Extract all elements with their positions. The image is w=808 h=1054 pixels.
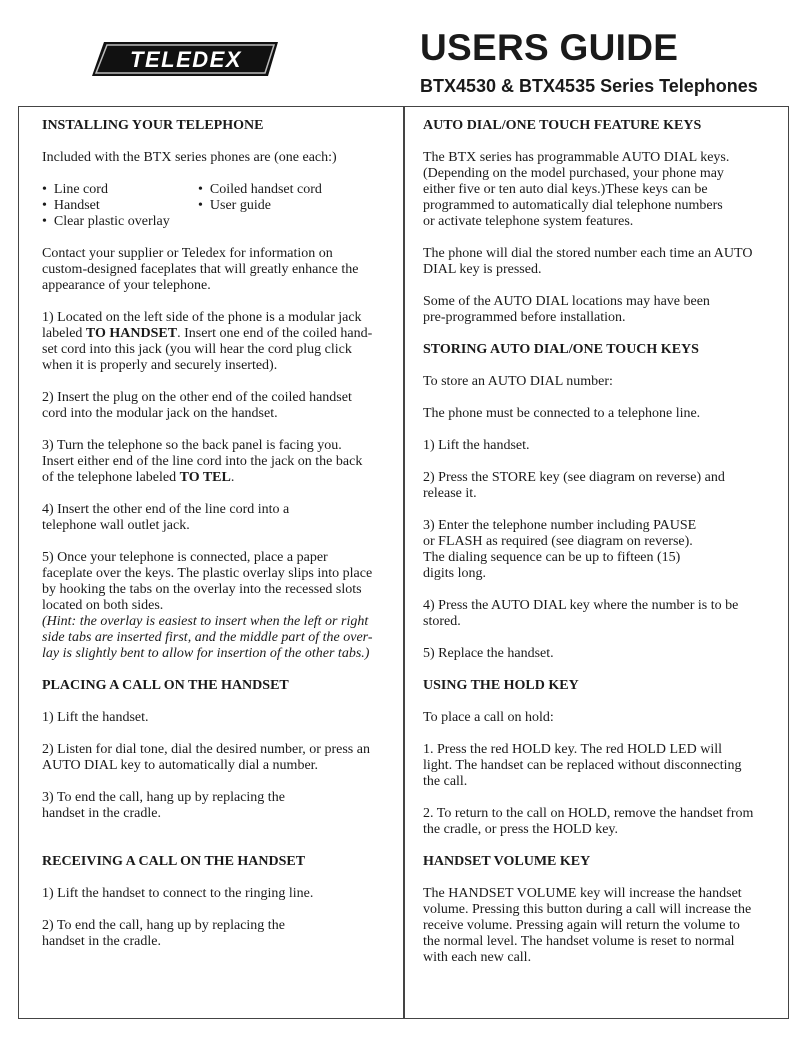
paragraph: Contact your supplier or Teledex for information on custom-designed faceplates that will greatly enhance the appearance of your telephone.: [42, 246, 359, 293]
step-paragraph: 4) Insert the other end of the line cord into a telephone wall outlet jack.: [42, 502, 290, 533]
list-item: • Line cord: [42, 182, 198, 198]
step-paragraph: 3) Turn the telephone so the back panel is facing you. Insert either end of the line cord into the jack on the back of the telephone labeled TO TEL.: [42, 438, 363, 485]
paragraph: To place a call on hold:: [423, 710, 554, 725]
section-heading: AUTO DIAL/ONE TOUCH FEATURE KEYS: [423, 118, 702, 133]
column-divider: [403, 106, 405, 1019]
paragraph: Included with the BTX series phones are (one each:): [42, 150, 337, 165]
teledex-logo: [90, 40, 282, 78]
step-paragraph: 3) Enter the telephone number including PAUSE or FLASH as required (see diagram on reverse). The dialing sequence can be up to fifteen (15) digits long.: [423, 518, 697, 581]
paragraph: The HANDSET VOLUME key will increase the handset volume. Pressing this button during a call will increase the receive volume. Pressing again will return the volume to the normal level. The handset volume is reset to normal with each new call.: [423, 886, 752, 965]
section-placing-call: [42, 678, 388, 822]
hint-note: (Hint: the overlay is easiest to insert when the left or right side tabs are inserted first, and the middle part of the over- lay is slightly bent to allow for insertion of the other tabs.): [42, 614, 373, 661]
step-paragraph: 2. To return to the call on HOLD, remove the handset from the cradle, or press the HOLD key.: [423, 806, 754, 837]
page-title: USERS GUIDE: [420, 27, 679, 68]
paragraph: The phone will dial the stored number each time an AUTO DIAL key is pressed.: [423, 246, 753, 277]
page-subtitle: BTX4530 & BTX4535 Series Telephones: [420, 76, 758, 96]
step-paragraph: 2) Insert the plug on the other end of the coiled handset cord into the modular jack on the handset.: [42, 390, 352, 421]
step-paragraph: 1) Located on the left side of the phone is a modular jack labeled TO HANDSET. Insert one end of the coiled hand- set cord into this jack (you will hear the cord plug click when it is properly and securely inserted).: [42, 310, 373, 373]
list-item: • Coiled handset cord: [198, 182, 388, 198]
step-paragraph: 5) Once your telephone is connected, place a paper faceplate over the keys. The plastic overlay slips into place by hooking the tabs on the overlay into the recessed slots located on both sides.: [42, 550, 373, 613]
section-heading: USING THE HOLD KEY: [423, 678, 579, 693]
section-receiving-call: [42, 854, 388, 950]
section-hold-key: [423, 678, 771, 838]
left-column: [42, 118, 388, 950]
included-items-list: [42, 182, 388, 230]
section-heading: PLACING A CALL ON THE HANDSET: [42, 678, 289, 693]
teledex-logo-badge: [90, 40, 282, 78]
paragraph: The BTX series has programmable AUTO DIAL keys. (Depending on the model purchased, your phone may either five or ten auto dial keys.)These keys can be programmed to automatically dial telephone numbers or activate telephone system features.: [423, 150, 730, 229]
right-column: [423, 118, 771, 966]
section-handset-volume: [423, 854, 771, 966]
step-paragraph: 5) Replace the handset.: [423, 646, 554, 661]
paragraph: To store an AUTO DIAL number:: [423, 374, 613, 389]
section-heading: STORING AUTO DIAL/ONE TOUCH KEYS: [423, 342, 699, 357]
step-paragraph: 1) Lift the handset.: [42, 710, 149, 725]
section-auto-dial: [423, 118, 771, 326]
step-paragraph: 4) Press the AUTO DIAL key where the number is to be stored.: [423, 598, 739, 629]
brand-name: TELEDEX: [130, 47, 242, 72]
step-paragraph: 2) To end the call, hang up by replacing the handset in the cradle.: [42, 918, 285, 949]
section-heading: RECEIVING A CALL ON THE HANDSET: [42, 854, 306, 869]
list-item: • Clear plastic overlay: [42, 214, 198, 230]
section-heading: INSTALLING YOUR TELEPHONE: [42, 118, 264, 133]
step-paragraph: 3) To end the call, hang up by replacing the handset in the cradle.: [42, 790, 285, 821]
section-storing-keys: [423, 342, 771, 662]
step-paragraph: 2) Listen for dial tone, dial the desired number, or press an AUTO DIAL key to automatically dial a number.: [42, 742, 370, 773]
list-item: • User guide: [198, 198, 388, 214]
step-paragraph: 1. Press the red HOLD key. The red HOLD LED will light. The handset can be replaced without disconnecting the call.: [423, 742, 742, 789]
list-item: • Handset: [42, 198, 198, 214]
section-heading: HANDSET VOLUME KEY: [423, 854, 591, 869]
paragraph: Some of the AUTO DIAL locations may have been pre-programmed before installation.: [423, 294, 710, 325]
section-installing: [42, 118, 388, 662]
paragraph: The phone must be connected to a telephone line.: [423, 406, 701, 421]
step-paragraph: 1) Lift the handset.: [423, 438, 530, 453]
step-paragraph: 1) Lift the handset to connect to the ringing line.: [42, 886, 314, 901]
step-paragraph: 2) Press the STORE key (see diagram on reverse) and release it.: [423, 470, 725, 501]
